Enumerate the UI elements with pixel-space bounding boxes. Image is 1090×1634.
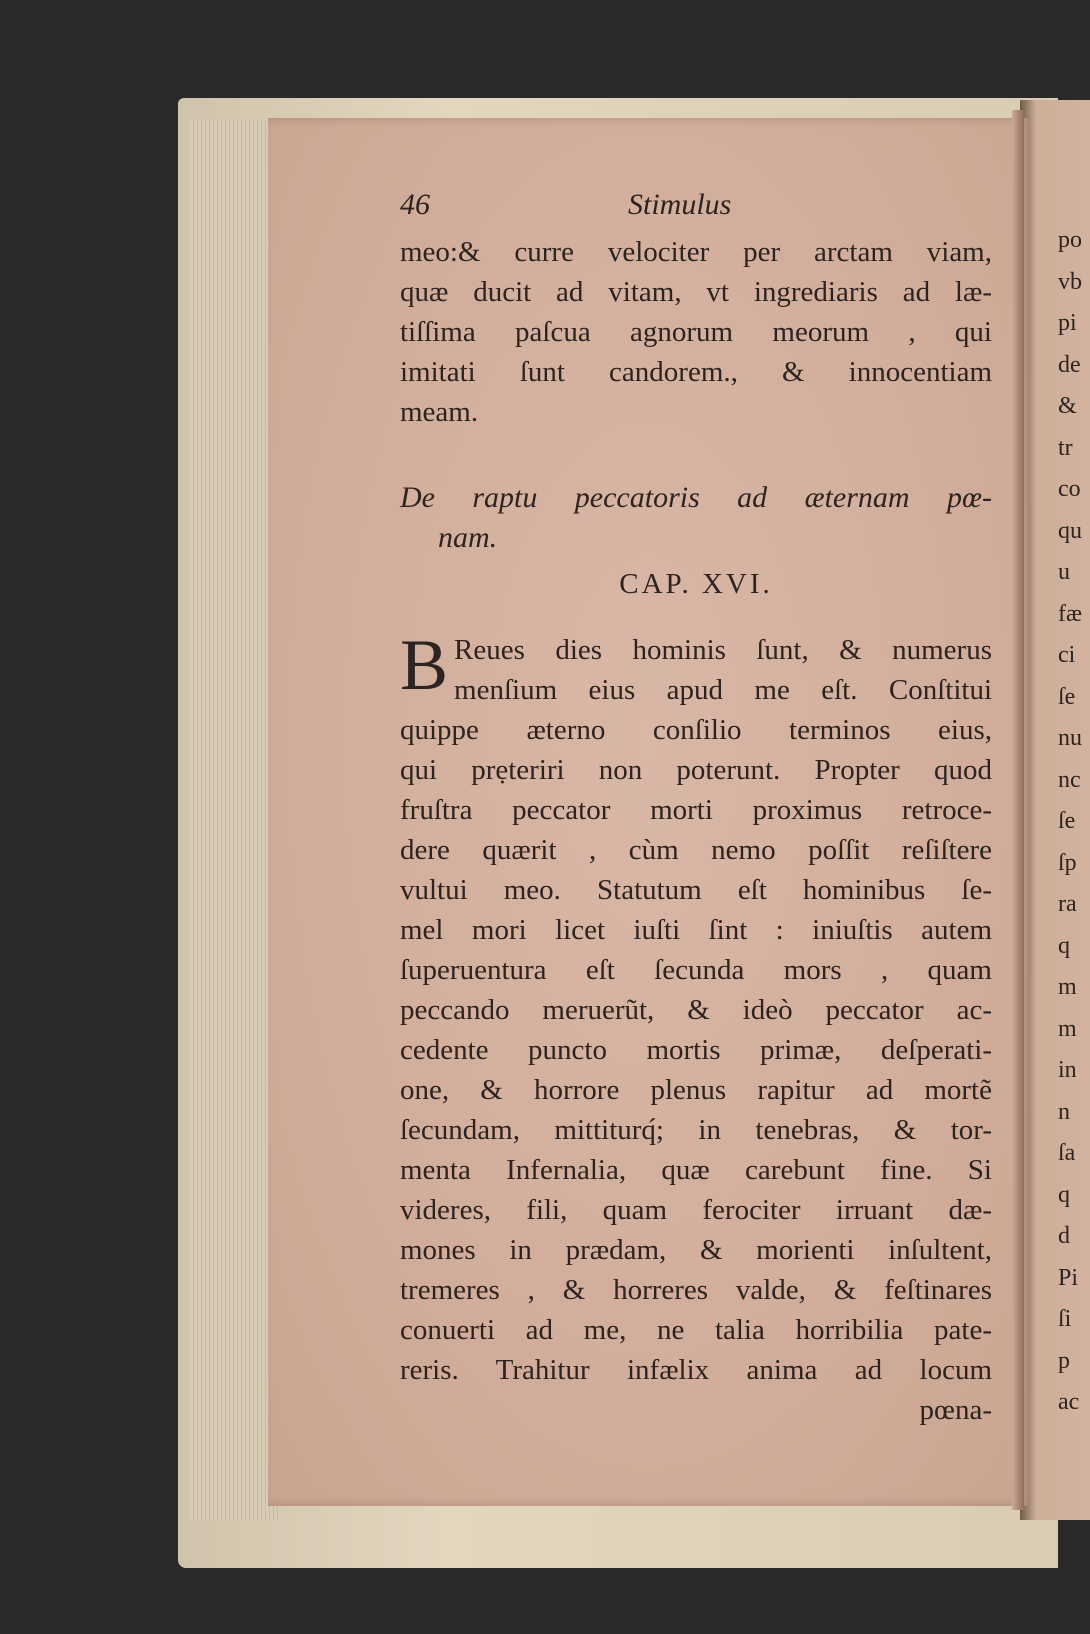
facing-page-fragment: q (1058, 932, 1070, 959)
facing-page-fragment: d (1058, 1223, 1070, 1249)
text-line: menſium eius apud me eſt. Conſtitui (454, 674, 992, 706)
text-line: peccando meruerũt, & ideò peccator ac- (400, 994, 992, 1026)
facing-page-fragment: m (1058, 974, 1077, 1000)
text-line: meo:& curre velociter per arctam viam, (400, 236, 992, 268)
facing-page-fragment: ſe (1058, 683, 1076, 710)
facing-page-fragment: qu (1058, 517, 1082, 544)
facing-page-fragment: ci (1058, 642, 1076, 668)
page-edges (190, 120, 280, 1520)
text-line: vultui meo. Statutum eſt hominibus ſe- (400, 874, 992, 906)
page-number: 46 (400, 188, 430, 221)
text-line: tremeres , & horreres valde, & feſtinares (400, 1274, 992, 1306)
facing-page-fragment: ſp (1058, 849, 1077, 876)
facing-page-fragment: ra (1058, 891, 1077, 917)
facing-page-fragment: u (1058, 559, 1070, 585)
gutter-shadow (1012, 110, 1024, 1510)
facing-page (1020, 100, 1090, 1520)
catchword: pœna- (919, 1394, 992, 1426)
page-header (400, 188, 992, 228)
text-line: reris. Trahitur infælix anima ad locum (400, 1354, 992, 1386)
facing-page-fragment: nu (1058, 725, 1082, 751)
text-line: quæ ducit ad vitam, vt ingrediaris ad læ- (400, 276, 992, 308)
facing-page-fragment: fæ (1058, 600, 1082, 627)
running-title: Stimulus (628, 188, 732, 221)
drop-cap: B (400, 625, 449, 705)
text-line: one, & horrore plenus rapitur ad mortẽ (400, 1074, 992, 1106)
opening-paragraph (400, 232, 992, 432)
facing-page-fragment: tr (1058, 434, 1073, 461)
text-line: menta Infernalia, quæ carebunt fine. Si (400, 1154, 992, 1186)
facing-page-fragment: nc (1058, 766, 1081, 793)
chapter-label: CAP. XVI. (619, 568, 773, 600)
facing-page-fragment: co (1058, 476, 1081, 502)
text-line: ſecundam, mittiturq́; in tenebras, & tor- (400, 1114, 992, 1146)
chapter-heading (400, 478, 992, 610)
facing-page-fragment: po (1058, 227, 1082, 253)
facing-page-fragment: p (1058, 1347, 1070, 1374)
facing-page-fragment: & (1058, 393, 1077, 419)
text-line: conuerti ad me, ne talia horribilia pate- (400, 1314, 992, 1346)
facing-page-fragment: ac (1058, 1389, 1080, 1415)
facing-page-fragment: ſa (1058, 1140, 1076, 1166)
text-line: ſuperuentura eſt ſecunda mors , quam (400, 954, 992, 986)
text-line: imitati ſunt candorem., & innocentiam (400, 356, 992, 388)
text-line: mel mori licet iuſti ſint : iniuſtis autem (400, 914, 992, 946)
text-line: tiſſima paſcua agnorum meorum , qui (400, 316, 992, 348)
text-line: qui prẹteriri non poterunt. Propter quod (400, 754, 992, 786)
text-line: meam. (400, 396, 479, 428)
chapter-title-line: De raptu peccatoris ad æternam pœ- (400, 481, 992, 514)
facing-page-fragment: in (1058, 1057, 1077, 1083)
text-line: fruſtra peccator morti proximus retroce- (400, 794, 992, 826)
facing-page-fragment: n (1058, 1098, 1070, 1125)
text-line: videres, fili, quam ferociter irruant dæ- (400, 1194, 992, 1226)
facing-page-fragment: vb (1058, 268, 1082, 295)
text-line: dere quærit , cùm nemo poſſit reſiſtere (400, 834, 992, 866)
facing-page-fragment: Pi (1058, 1264, 1079, 1291)
text-line: Reues dies hominis ſunt, & numerus (454, 634, 992, 666)
facing-page-fragment: pi (1058, 310, 1077, 336)
text-line: mones in prædam, & morienti inſultent, (400, 1234, 992, 1266)
chapter-title-line: nam. (438, 521, 498, 554)
text-line: cedente puncto mortis primæ, deſperati- (400, 1034, 992, 1066)
facing-page-fragment: de (1058, 351, 1081, 378)
facing-page-fragment: ſe (1058, 808, 1076, 834)
facing-page-fragment: ſi (1058, 1306, 1072, 1332)
facing-page-fragment: q (1058, 1181, 1070, 1208)
chapter-body (400, 625, 992, 1430)
text-line: quippe æterno conſilio terminos eius, (400, 714, 992, 746)
facing-page-fragment: m (1058, 1015, 1077, 1042)
